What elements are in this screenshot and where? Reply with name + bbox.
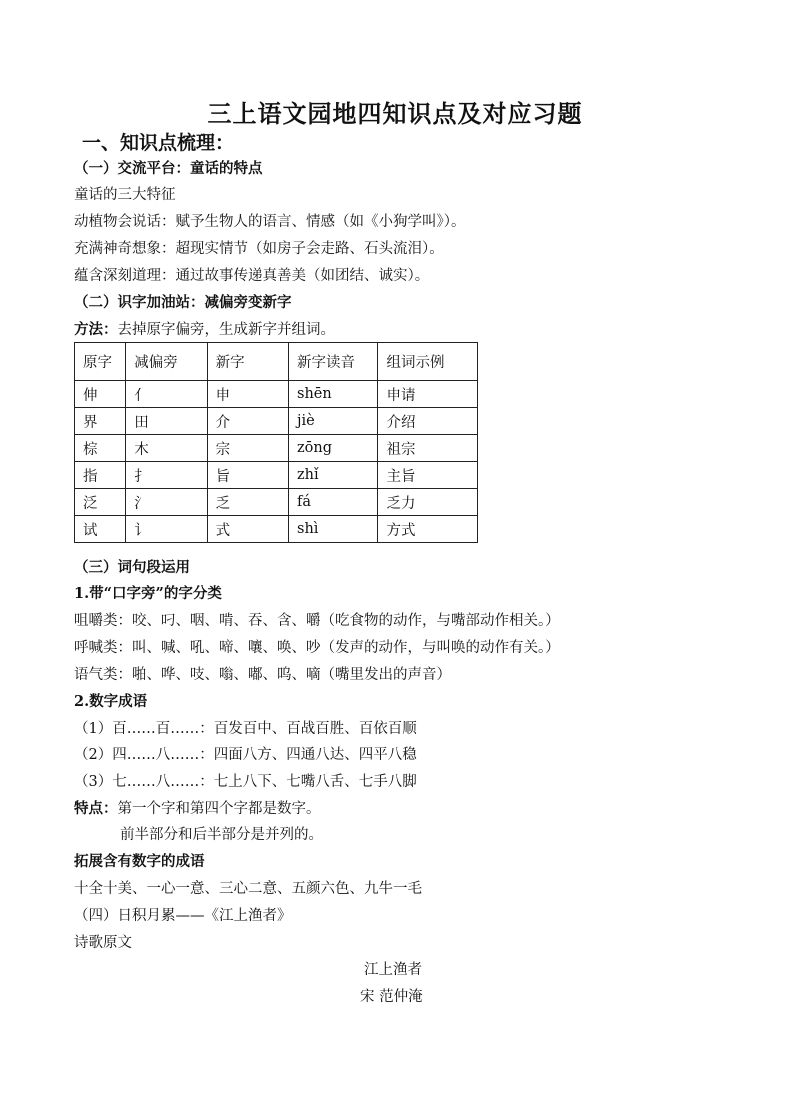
text-line: 童话的三大特征: [74, 187, 176, 203]
text-line: 充满神奇想象：超现实情节（如房子会走路、石头流泪）。: [74, 241, 444, 257]
table-cell: 指: [75, 462, 126, 489]
table-cell: 祖宗: [378, 435, 478, 462]
feature-text-1: 第一个字和第四个字都是数字。: [117, 801, 321, 817]
table-header-row: [75, 343, 478, 381]
table-header-cell: 减偏旁: [126, 343, 207, 381]
text-line: 动植物会说话：赋予生物人的语言、情感（如《小狗学叫》）。: [74, 214, 466, 230]
table-header-cell: 组词示例: [378, 343, 478, 381]
table-cell: 方式: [378, 516, 478, 543]
text-line: （3）七……八……：七上八下、七嘴八舌、七手八脚: [74, 774, 417, 790]
page-title: 三上语文园地四知识点及对应习题: [207, 99, 583, 128]
table-cell: zhǐ: [289, 462, 378, 489]
text-line: 咀嚼类：咬、叼、咽、啃、吞、含、嚼（吃食物的动作，与嘴部动作相关。）: [74, 613, 560, 629]
heading-literacy-station: （二）识字加油站：减偏旁变新字: [74, 294, 292, 311]
table-cell: 木: [126, 435, 207, 462]
table-cell: jiè: [289, 408, 378, 435]
table-cell: 乏力: [378, 489, 478, 516]
character-table: [74, 342, 478, 543]
table-cell: 田: [126, 408, 207, 435]
table-row: [75, 435, 478, 462]
table-cell: 主旨: [378, 462, 478, 489]
feature-line: [74, 797, 321, 818]
table-row: [75, 516, 478, 543]
heading-extend-idioms: 拓展含有数字的成语: [74, 853, 205, 870]
feature-text-2: 前半部分和后半部分是并列的。: [120, 827, 323, 843]
text-line: 十全十美、一心一意、三心二意、五颜六色、九牛一毛: [74, 881, 422, 897]
table-row: [75, 462, 478, 489]
text-line: 蕴含深刻道理：通过故事传递真善美（如团结、诚实）。: [74, 268, 430, 284]
subheading-mouth-radical: 1.带“口字旁”的字分类: [74, 585, 222, 602]
poem-title: 江上渔者: [364, 962, 422, 978]
table-cell: 伸: [75, 381, 126, 408]
poem-author: 宋 范仲淹: [360, 989, 423, 1005]
table-cell: shì: [289, 516, 378, 543]
table-cell: shēn: [289, 381, 378, 408]
heading-communication-platform: （一）交流平台：童话的特点: [74, 160, 263, 177]
table-cell: 讠: [126, 516, 207, 543]
subheading-number-idioms: 2.数字成语: [74, 693, 148, 710]
table-row: [75, 381, 478, 408]
table-header-cell: 新字: [207, 343, 288, 381]
table-cell: 亻: [126, 381, 207, 408]
text-line: 呼喊类：叫、喊、吼、啼、嚷、唤、吵（发声的动作，与叫唤的动作有关。）: [74, 640, 560, 656]
table-cell: 介: [207, 408, 288, 435]
table-cell: 乏: [207, 489, 288, 516]
table-cell: 扌: [126, 462, 207, 489]
table-cell: 棕: [75, 435, 126, 462]
table-cell: 宗: [207, 435, 288, 462]
method-text: 去掉原字偏旁，生成新字并组词。: [117, 322, 335, 338]
table-cell: fá: [289, 489, 378, 516]
table-cell: 氵: [126, 489, 207, 516]
table-cell: 介绍: [378, 408, 478, 435]
table-cell: 申: [207, 381, 288, 408]
table-cell: 申请: [378, 381, 478, 408]
table-cell: 界: [75, 408, 126, 435]
heading-daily-accumulation: （四）日积月累——《江上渔者》: [74, 908, 292, 924]
method-label: 方法：: [74, 321, 118, 338]
table-cell: 试: [75, 516, 126, 543]
table-cell: zōng: [289, 435, 378, 462]
poem-label: 诗歌原文: [74, 935, 132, 951]
table-header-cell: 原字: [75, 343, 126, 381]
heading-word-usage: （三）词句段运用: [74, 559, 190, 576]
text-line: 语气类：啪、哗、吱、嗡、嘟、呜、嘀（嘴里发出的声音）: [74, 667, 451, 683]
table-header-cell: 新字读音: [289, 343, 378, 381]
section-heading-knowledge: 一、知识点梳理：: [82, 132, 235, 154]
table-cell: 式: [207, 516, 288, 543]
text-line: （1）百……百……：百发百中、百战百胜、百依百顺: [74, 721, 417, 737]
table-cell: 旨: [207, 462, 288, 489]
table-cell: 泛: [75, 489, 126, 516]
table-row: [75, 489, 478, 516]
method-line: [74, 318, 335, 339]
feature-label: 特点：: [74, 800, 118, 817]
table-row: [75, 408, 478, 435]
text-line: （2）四……八……：四面八方、四通八达、四平八稳: [74, 747, 417, 763]
